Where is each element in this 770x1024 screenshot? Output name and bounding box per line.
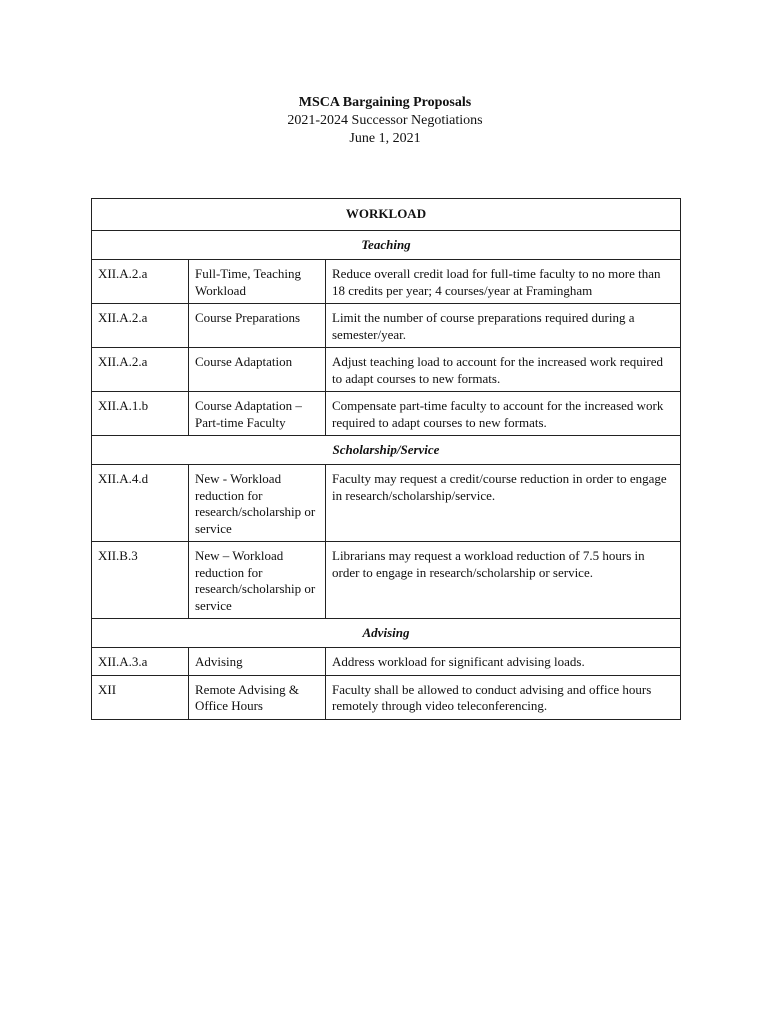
- topic-cell: Advising: [189, 648, 326, 676]
- article-cell: XII.A.2.a: [92, 260, 189, 304]
- table-row: [92, 675, 681, 719]
- topic-cell: New - Workload reduction for research/scholarship or service: [189, 465, 326, 542]
- article-cell: XII.B.3: [92, 542, 189, 619]
- table-row: [92, 260, 681, 304]
- proposal-cell: Librarians may request a workload reduction of 7.5 hours in order to engage in research/scholarship or service.: [326, 542, 681, 619]
- document-date: June 1, 2021: [349, 131, 421, 146]
- proposal-cell: Address workload for significant advising loads.: [326, 648, 681, 676]
- proposal-cell: Compensate part-time faculty to account for the increased work required to adapt courses to new formats.: [326, 392, 681, 436]
- proposal-cell: Faculty shall be allowed to conduct advising and office hours remotely through video teleconferencing.: [326, 675, 681, 719]
- table-row: [92, 348, 681, 392]
- section-title: Teaching: [92, 231, 681, 260]
- table-row: [92, 392, 681, 436]
- article-cell: XII.A.2.a: [92, 304, 189, 348]
- proposal-cell: Reduce overall credit load for full-time faculty to no more than 18 credits per year; 4 courses/year at Framingham: [326, 260, 681, 304]
- section-title: Advising: [92, 619, 681, 648]
- article-cell: XII: [92, 675, 189, 719]
- proposal-cell: Adjust teaching load to account for the increased work required to adapt courses to new formats.: [326, 348, 681, 392]
- article-cell: XII.A.3.a: [92, 648, 189, 676]
- workload-table: [91, 198, 681, 720]
- topic-cell: Course Preparations: [189, 304, 326, 348]
- proposal-cell: Faculty may request a credit/course reduction in order to engage in research/scholarship/service.: [326, 465, 681, 542]
- article-cell: XII.A.1.b: [92, 392, 189, 436]
- section-row-scholarship: [92, 436, 681, 465]
- table-heading: WORKLOAD: [92, 199, 681, 231]
- document-title: MSCA Bargaining Proposals: [298, 95, 472, 110]
- section-row-advising: [92, 619, 681, 648]
- table-row: [92, 648, 681, 676]
- article-cell: XII.A.2.a: [92, 348, 189, 392]
- table-heading-row: [92, 199, 681, 231]
- table-row: [92, 542, 681, 619]
- section-title: Scholarship/Service: [92, 436, 681, 465]
- topic-cell: Course Adaptation: [189, 348, 326, 392]
- table-row: [92, 465, 681, 542]
- topic-cell: Course Adaptation – Part-time Faculty: [189, 392, 326, 436]
- document-header: [0, 94, 770, 148]
- topic-cell: New – Workload reduction for research/scholarship or service: [189, 542, 326, 619]
- article-cell: XII.A.4.d: [92, 465, 189, 542]
- section-row-teaching: [92, 231, 681, 260]
- topic-cell: Remote Advising & Office Hours: [189, 675, 326, 719]
- table-row: [92, 304, 681, 348]
- document-subtitle: 2021-2024 Successor Negotiations: [287, 113, 483, 128]
- proposal-cell: Limit the number of course preparations required during a semester/year.: [326, 304, 681, 348]
- topic-cell: Full-Time, Teaching Workload: [189, 260, 326, 304]
